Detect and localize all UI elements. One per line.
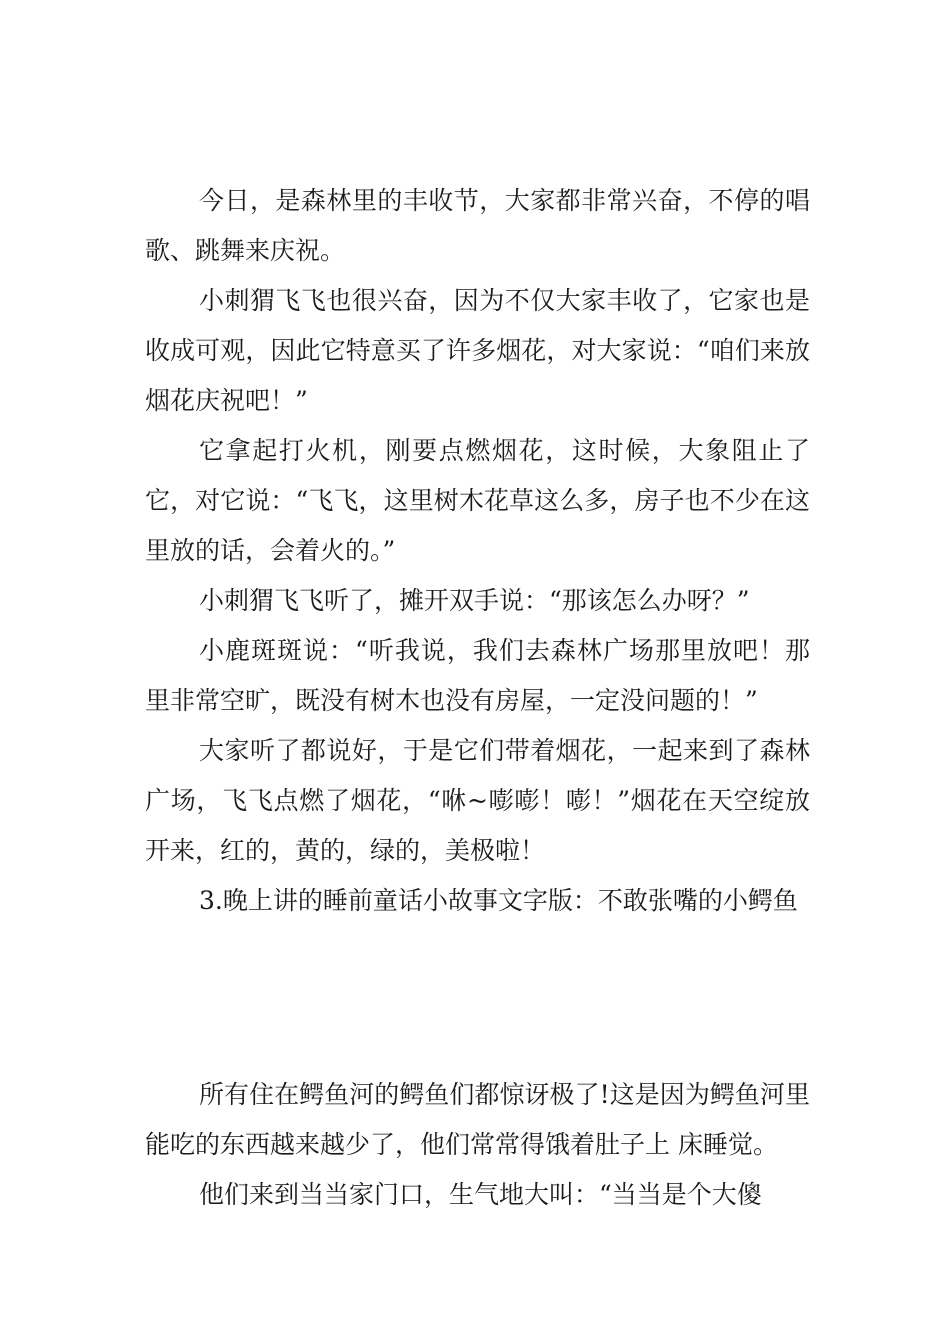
paragraph-hedgehog-fireworks: 小刺猬飞飞也很兴奋，因为不仅大家丰收了，它家也是收成可观，因此它特意买了许多烟花，对大家说：“咱们来放烟花庆祝吧！”: [145, 286, 810, 415]
paragraph-fireworks-bloom: 大家听了都说好，于是它们带着烟花，一起来到了森林广场，飞飞点燃了烟花，“咻~嘭嘭！嘭！”烟花在天空绽放开来，红的，黄的，绿的，美极啦！: [145, 736, 810, 865]
paragraph-dangdang-door: 他们来到当当家门口，生气地大叫：“当当是个大傻: [199, 1180, 762, 1209]
story-section-crocodile: [145, 1070, 810, 1220]
paragraph-crocodile-river: 所有住在鳄鱼河的鳄鱼们都惊讶极了!这是因为鳄鱼河里能吃的东西越来越少了，他们常常得饿着肚子上 床睡觉。: [145, 1080, 810, 1159]
paragraph-deer-suggestion: 小鹿斑斑说：“听我说，我们去森林广场那里放吧！那里非常空旷，既没有树木也没有房屋，一定没问题的！”: [145, 636, 810, 715]
story-section-festival: [145, 176, 810, 926]
paragraph-festival-intro: 今日，是森林里的丰收节，大家都非常兴奋，不停的唱歌、跳舞来庆祝。: [145, 186, 810, 265]
paragraph-hedgehog-question: 小刺猬飞飞听了，摊开双手说：“那该怎么办呀？”: [199, 586, 750, 615]
paragraph-elephant-warning: 它拿起打火机，刚要点燃烟花，这时候，大象阻止了它，对它说：“飞飞，这里树木花草这么多，房子也不少在这里放的话，会着火的。”: [145, 436, 810, 565]
section-heading-crocodile-story: 3.晚上讲的睡前童话小故事文字版：不敢张嘴的小鳄鱼: [199, 886, 798, 915]
